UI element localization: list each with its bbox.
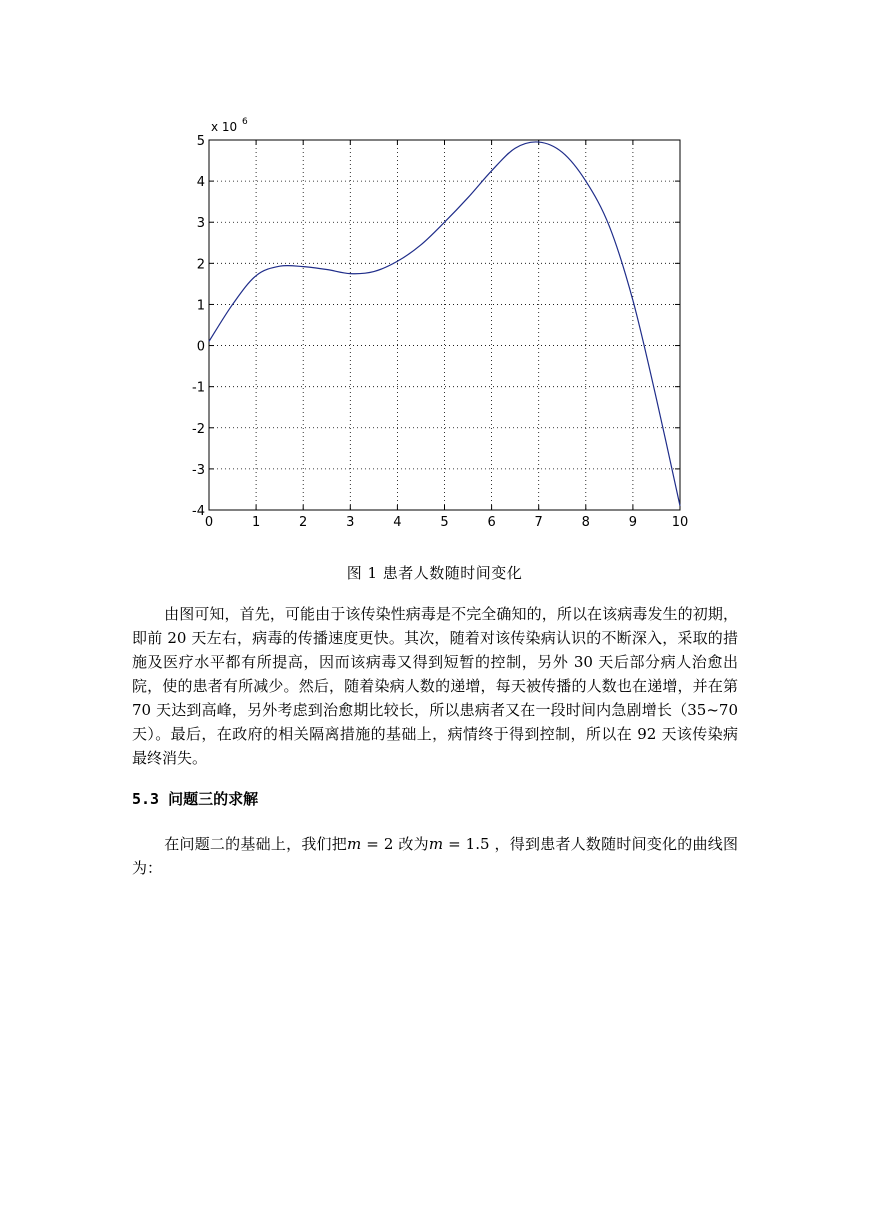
section-heading: 5.3 问题三的求解: [132, 790, 259, 808]
paragraph-2-suffix: ，得到患者人数随时间变化的曲线图为：: [132, 835, 738, 877]
y-tick-label: 1: [196, 298, 205, 314]
x-tick-label: 6: [487, 515, 496, 530]
paragraph-1: [132, 602, 738, 770]
y-tick-label: -4: [192, 504, 205, 519]
eq1-rest: = 2: [361, 835, 394, 853]
x-tick-label: 3: [346, 515, 355, 530]
y-tick-label: 2: [196, 257, 205, 273]
x-tick-label: 9: [628, 515, 638, 530]
x-tick-label: 1: [251, 515, 261, 530]
y-tick-label: 4: [196, 175, 205, 191]
y-tick-label: -3: [192, 462, 205, 478]
paragraph-2-prefix: 在问题二的基础上，我们把: [164, 835, 348, 853]
x-tick-label: 0: [204, 515, 214, 530]
y-tick-label: 3: [196, 216, 205, 232]
y-tick-label: 0: [196, 339, 205, 355]
x-tick-label: 5: [440, 515, 449, 530]
exponent-power: 6: [242, 117, 248, 127]
x-tick-label: 2: [299, 515, 308, 530]
paragraph-1-text: 由图可知，首先，可能由于该传染性病毒是不完全确知的，所以在该病毒发生的初期，即前 20 天左右，病毒的传播速度更快。其次，随着对该传染病认识的不断深入，采取的措施及医疗水平都有所提高，因而该病毒又得到短暂的控制，另外 30 天后部分病人治愈出院，使的患者有所减少。然后，随着染病人数的递增，每天被传播的人数也在递增，并在第 70 天达到高峰，另外考虑到治愈期比较长，所以患病者又在一段时间内急剧增长（35~70 天）。最后，在政府的相关隔离措施的基础上，病情终于得到控制，所以在 92 天该传染病最终消失。: [132, 605, 738, 767]
y-tick-label: -2: [192, 421, 205, 437]
eq1-var: m: [347, 835, 362, 853]
y-tick-label: 5: [196, 134, 205, 149]
paragraph-2-mid: 改为: [393, 835, 429, 853]
eq2-rest: = 1.5: [443, 835, 490, 853]
exponent-label: x 10: [211, 120, 238, 134]
line-chart: [180, 110, 700, 540]
x-tick-label: 7: [534, 515, 543, 530]
figure-caption: 图 1 患者人数随时间变化: [346, 564, 523, 582]
paragraph-2: [132, 832, 738, 880]
eq2-var: m: [428, 835, 444, 853]
figure-1: [180, 110, 700, 540]
x-tick-label: 10: [671, 515, 689, 530]
x-tick-label: 8: [581, 515, 590, 530]
x-tick-label: 4: [393, 515, 402, 530]
y-tick-label: -1: [192, 380, 205, 396]
